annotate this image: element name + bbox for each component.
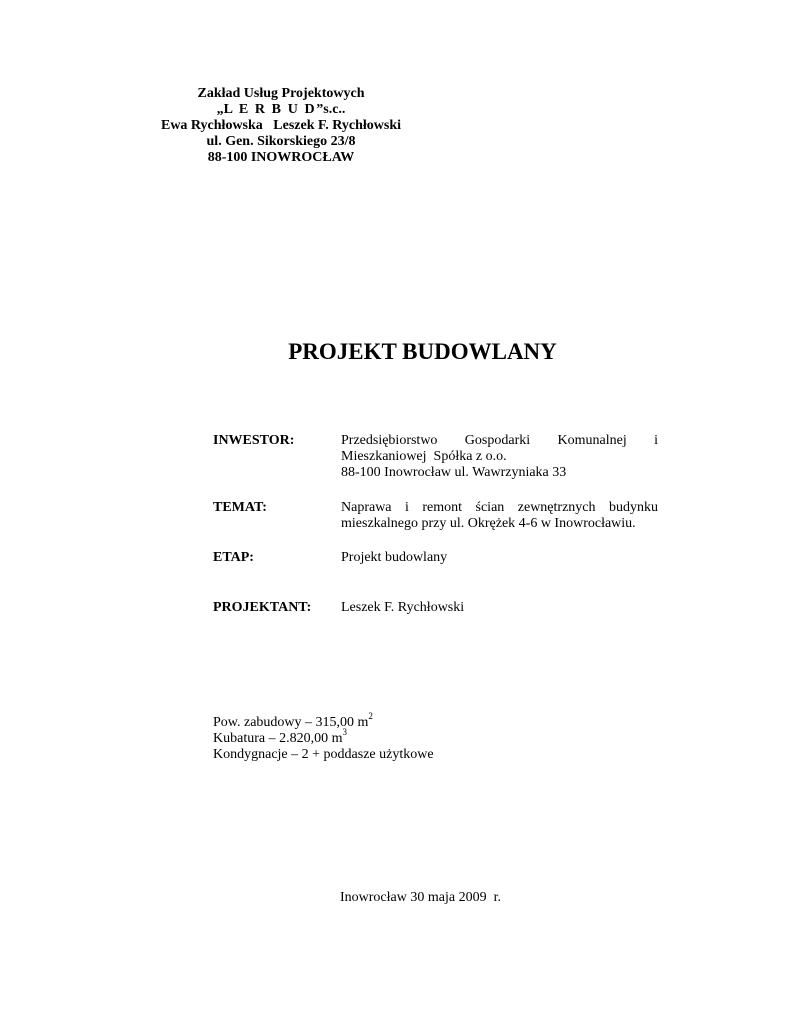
- cubature-exponent: 3: [342, 727, 347, 738]
- stage-label: ETAP:: [213, 550, 254, 565]
- company-brand-line: [150, 102, 412, 118]
- company-city: 88-100 INOWROCŁAW: [207, 150, 355, 165]
- topic-line-2: mieszkalnego przy ul. Okrężek 4-6 w Inowrocławiu.: [341, 516, 636, 531]
- brand-open-quote: „: [216, 102, 224, 117]
- built-area-text: Pow. zabudowy – 315,00 m: [213, 715, 369, 730]
- built-area: [213, 711, 434, 731]
- stage-value: Projekt budowlany: [341, 550, 448, 565]
- company-header: [150, 86, 412, 166]
- company-name: Zakład Usług Projektowych: [197, 86, 365, 101]
- company-partners: Ewa Rychłowska Leszek F. Rychłowski: [160, 118, 402, 133]
- storeys: Kondygnacje – 2 + poddasze użytkowe: [213, 747, 434, 762]
- place-and-date: Inowrocław 30 maja 2009 r.: [340, 890, 501, 905]
- document-title: PROJEKT BUDOWLANY: [288, 339, 557, 364]
- investor-label: INWESTOR:: [213, 433, 295, 448]
- company-street: ul. Gen. Sikorskiego 23/8: [206, 134, 356, 149]
- investor-line-1: Przedsiębiorstwo Gospodarki Komunalnej i: [341, 433, 658, 448]
- investor-line-3: 88-100 Inowrocław ul. Wawrzyniaka 33: [341, 465, 567, 480]
- built-area-exponent: 2: [368, 711, 373, 722]
- company-brand: L E R B U D: [223, 102, 317, 117]
- designer-value: Leszek F. Rychłowski: [341, 600, 465, 615]
- building-stats: [213, 711, 434, 763]
- topic-label: TEMAT:: [213, 500, 267, 515]
- designer-label: PROJEKTANT:: [213, 600, 312, 615]
- topic-value: [341, 500, 658, 532]
- investor-line-2: Mieszkaniowej Spółka z o.o.: [341, 449, 507, 464]
- cubature: [213, 727, 434, 747]
- topic-line-1: Naprawa i remont ścian zewnętrznych budynku: [341, 500, 658, 515]
- cubature-text: Kubatura – 2.820,00 m: [213, 731, 343, 746]
- brand-suffix: ”s.c..: [316, 102, 346, 117]
- investor-value: [341, 433, 658, 481]
